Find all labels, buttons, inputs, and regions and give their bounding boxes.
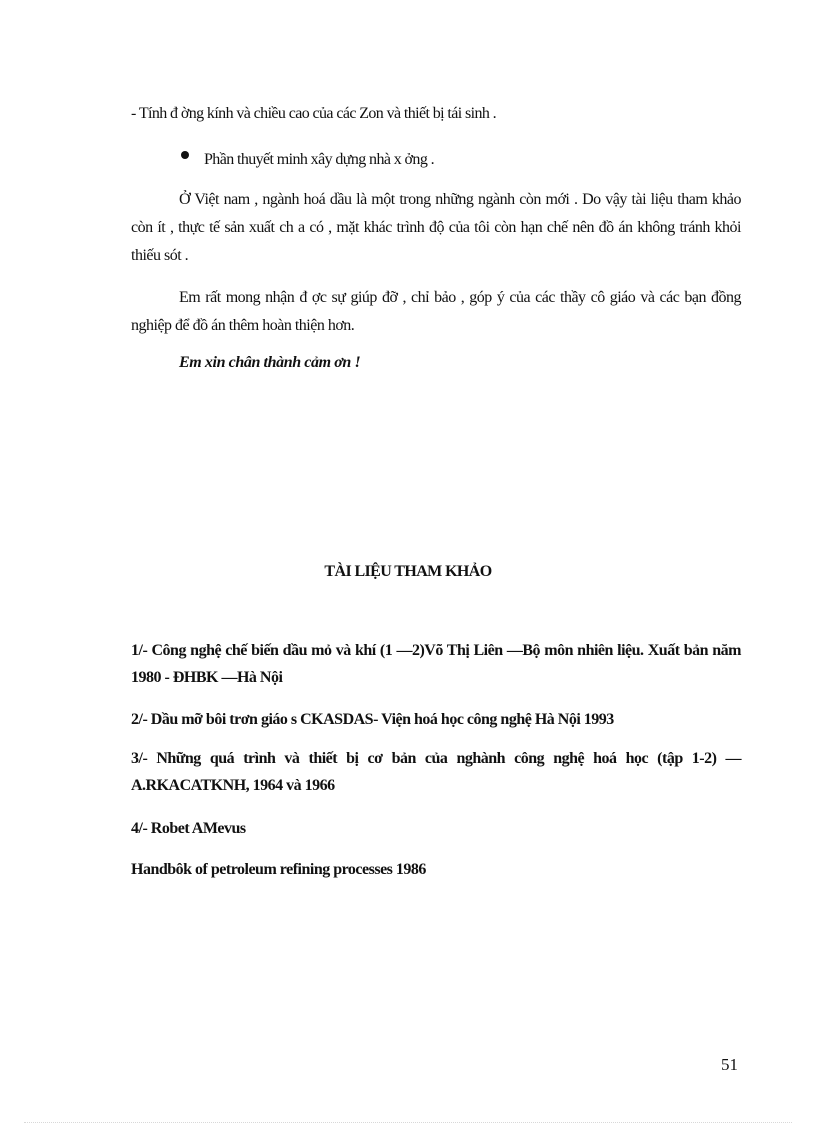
- bullet-icon: [181, 151, 189, 159]
- body-line-dimensions: - Tính đ ờng kính và chiều cao của các Zon và thiết bị tái sinh .: [131, 105, 497, 122]
- closing-thanks: Em xin chân thành cảm ơn !: [179, 354, 361, 371]
- page-number: 51: [721, 1055, 738, 1074]
- reference-item-5: Handbôk of petroleum refining processes 1986: [131, 861, 426, 878]
- references-heading: TÀI LIỆU THAM KHẢO: [324, 563, 492, 580]
- reference-item-1: 1/- Công nghệ chế biến dầu mỏ và khí (1 —2)Võ Thị Liên —Bộ môn nhiên liệu. Xuất bản năm 1980 - ĐHBK —Hà Nội: [131, 642, 741, 686]
- reference-item-4: 4/- Robet AMevus: [131, 820, 246, 837]
- bullet-item-construction: Phần thuyết minh xây dựng nhà x ởng .: [204, 151, 435, 168]
- paragraph-context: Ở Việt nam , ngành hoá dầu là một trong những ngành còn mới . Do vậy tài liệu tham khảo còn ít , thực tế sản xuất ch a có , mặt khác trình độ của tôi còn hạn chế nên đồ án không tránh khỏi thiếu sót .: [131, 191, 741, 264]
- paragraph-thanks: Em rất mong nhận đ ợc sự giúp đỡ , chỉ bảo , góp ý của các thầy cô giáo và các bạn đồng nghiệp để đồ án thêm hoàn thiện hơn.: [131, 289, 741, 334]
- reference-item-2: 2/- Dầu mỡ bôi trơn giáo s CKASDAS- Viện hoá học công nghệ Hà Nội 1993: [131, 711, 614, 728]
- reference-item-3: 3/- Những quá trình và thiết bị cơ bản của nghành công nghệ hoá học (tập 1-2) —A.RKACATKNH, 1964 và 1966: [131, 750, 741, 794]
